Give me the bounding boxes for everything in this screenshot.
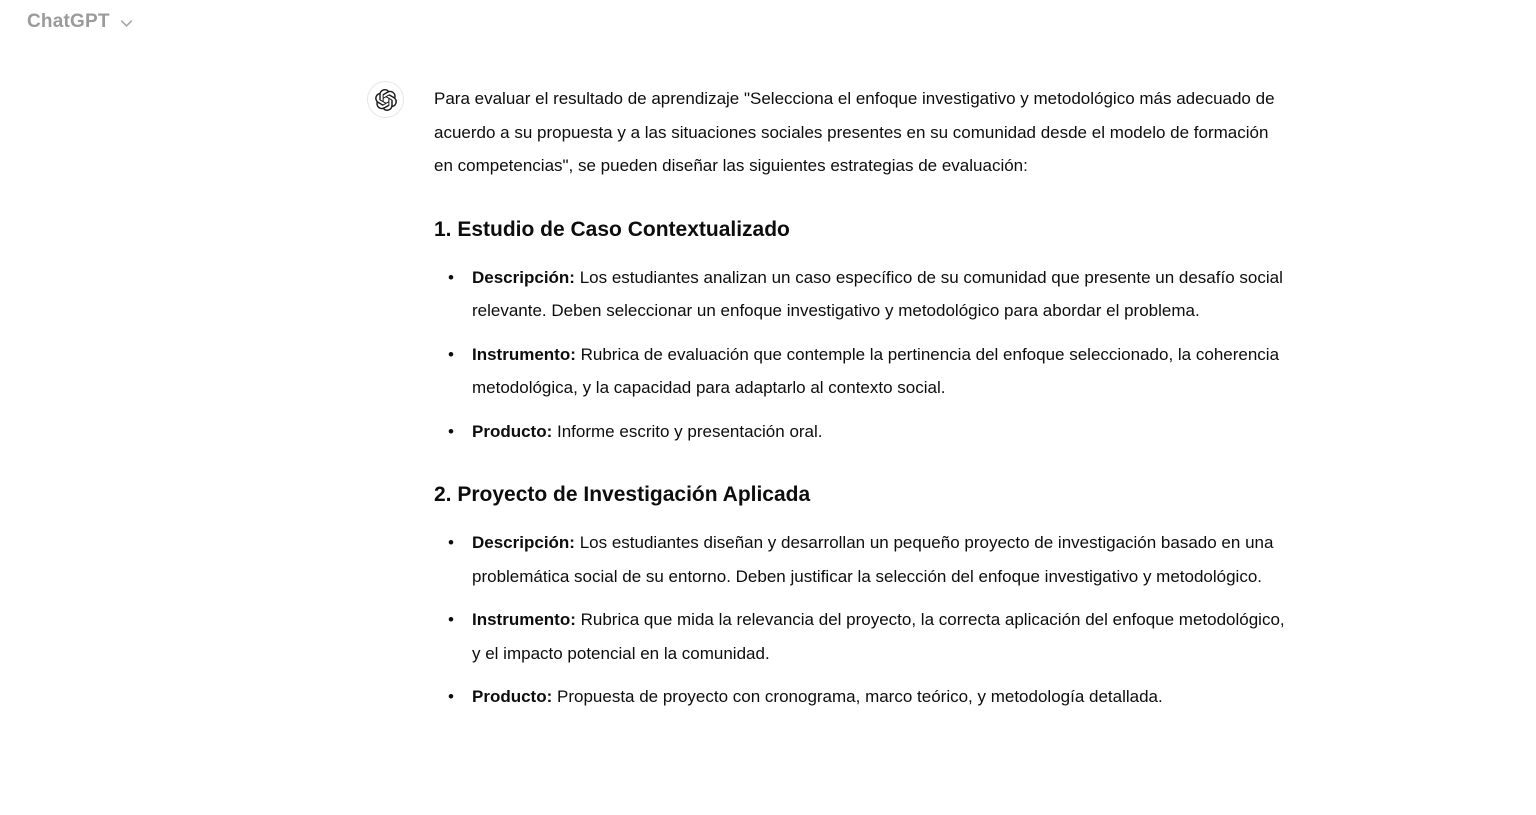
item-text: Propuesta de proyecto con cronograma, marco teórico, y metodología detallada. (552, 687, 1163, 706)
openai-logo-icon (375, 89, 397, 111)
item-text: Rubrica de evaluación que contemple la pertinencia del enfoque seleccionado, la coherencia metodológica, y la capacidad para adaptarlo al contexto social. (472, 344, 1280, 397)
list-item (434, 261, 1292, 328)
item-text: Los estudiantes analizan un caso específico de su comunidad que presente un desafío social relevante. Deben seleccionar un enfoque investigativo y metodológico para abordar el problema. (472, 267, 1283, 320)
item-text: Informe escrito y presentación oral. (552, 421, 823, 441)
top-bar (0, 0, 1536, 44)
item-label: Producto: (472, 421, 553, 441)
conversation-area (0, 81, 1536, 724)
item-label: Producto: (472, 687, 553, 706)
bullet-list-1 (434, 261, 1292, 449)
list-item (434, 603, 1292, 670)
model-switcher-button[interactable] (27, 11, 135, 33)
message-content (434, 81, 1292, 724)
item-label: Instrumento: (472, 610, 576, 629)
assistant-message (367, 81, 1536, 724)
bullet-list-2 (434, 526, 1292, 714)
chevron-down-icon (118, 15, 135, 32)
list-item (434, 680, 1292, 714)
item-label: Descripción: (472, 267, 575, 287)
item-text: Los estudiantes diseñan y desarrollan un pequeño proyecto de investigación basado en una problemática social de su entorno. Deben justificar la selección del enfoque investigativo y metodológico. (472, 533, 1274, 586)
item-text: Rubrica que mida la relevancia del proyecto, la correcta aplicación del enfoque metodológico, y el impacto potencial en la comunidad. (472, 610, 1285, 663)
item-label: Descripción: (472, 533, 575, 552)
intro-paragraph: Para evaluar el resultado de aprendizaje "Selecciona el enfoque investigativo y metodológico más adecuado de acuerdo a su propuesta y a las situaciones sociales presentes en su comunidad desde el modelo de formación en competencias", se pueden diseñar las siguientes estrategias de evaluación: (434, 89, 1275, 175)
assistant-avatar (367, 81, 404, 118)
list-item (434, 338, 1292, 405)
list-item (434, 526, 1292, 593)
list-item (434, 415, 1292, 449)
section-heading-1: 1. Estudio de Caso Contextualizado (434, 217, 790, 241)
app-title: ChatGPT (27, 11, 110, 32)
item-label: Instrumento: (472, 344, 576, 364)
section-heading-2: 2. Proyecto de Investigación Aplicada (434, 483, 811, 506)
